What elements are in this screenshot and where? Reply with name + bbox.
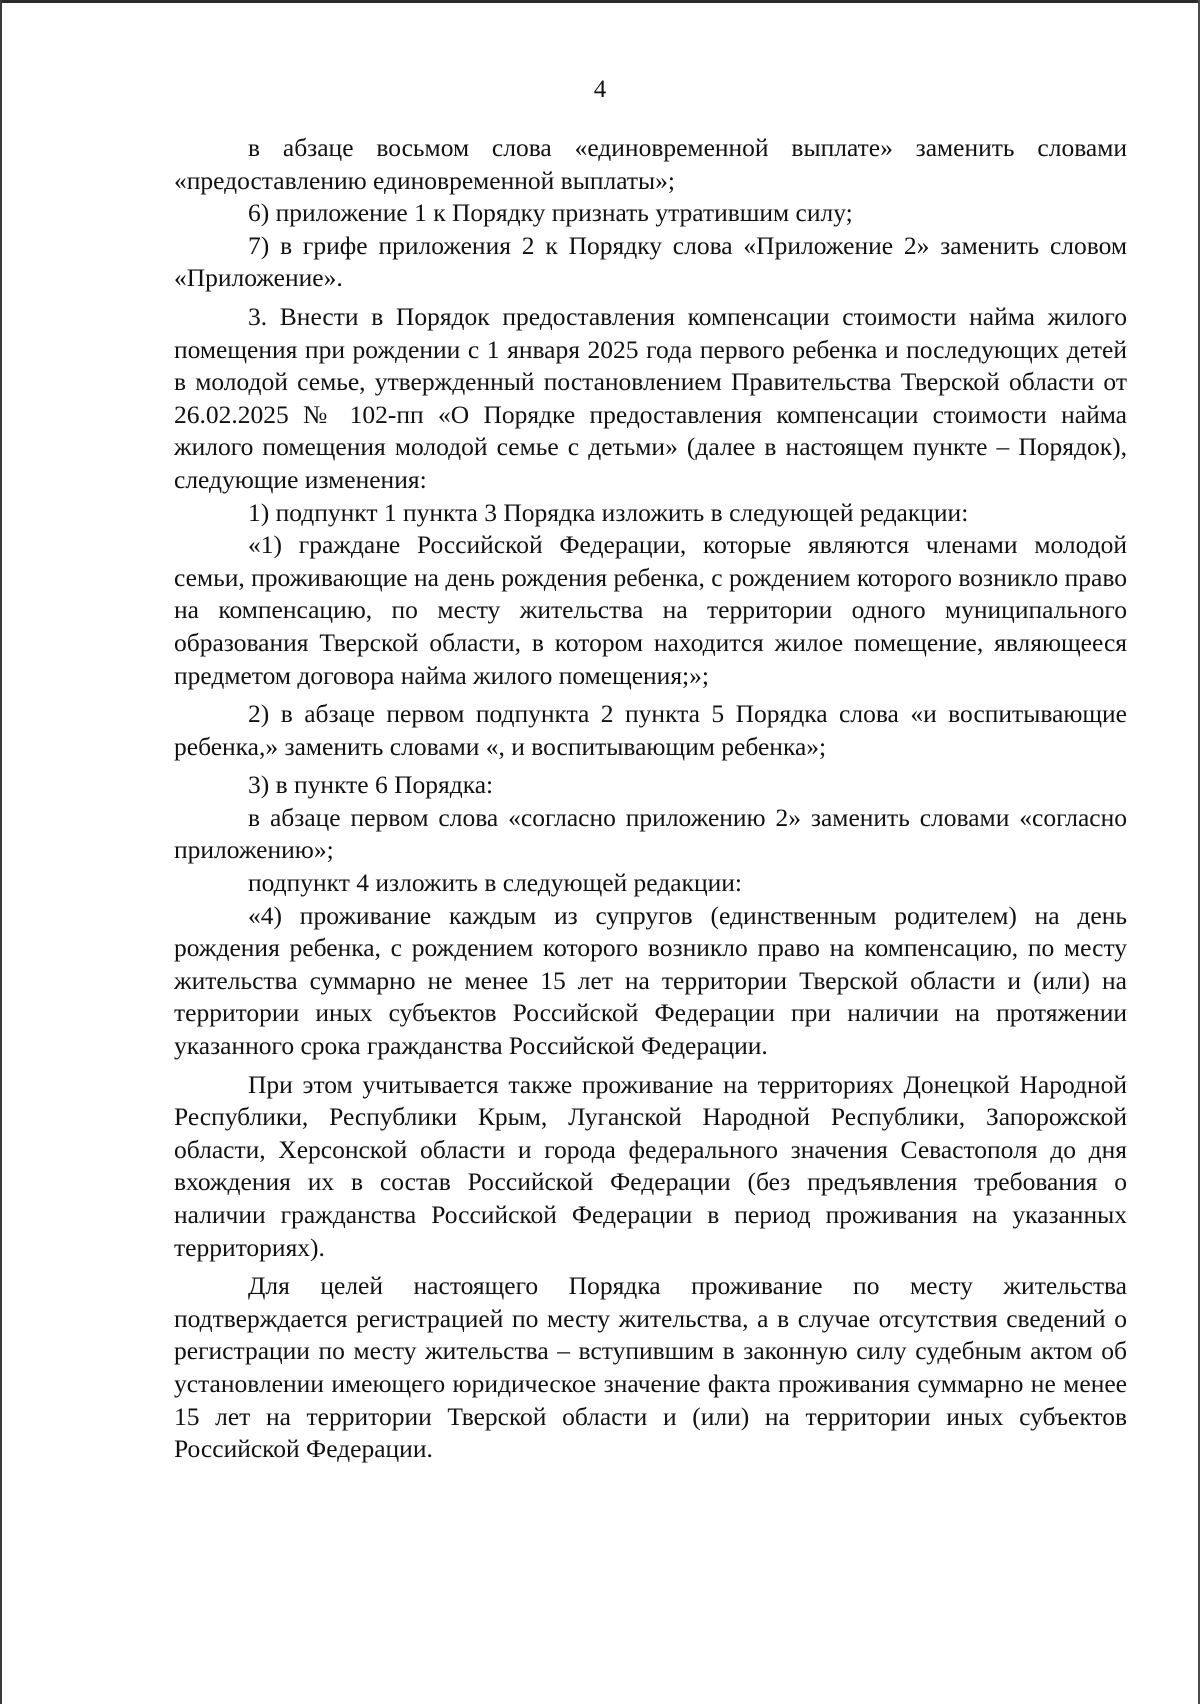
paragraph: При этом учитывается также проживание на территориях Донецкой Народной Республики, Республики Крым, Луганской Народной Республики, Запорожской области, Херсонской области и города федерального значения Севастополя до дня вхождения их в состав Российской Федерации (без предъявления требования о наличии гражданства Российской Федерации в период проживания на указанных территориях). [174,1069,1127,1262]
paragraph: в абзаце первом слова «согласно приложению 2» заменить словами «согласно приложению»; [174,802,1127,865]
paragraph: «1) граждане Российской Федерации, которые являются членами молодой семьи, проживающие на день рождения ребенка, с рождением которого возникло право на компенсацию, по месту жительства на территории одного муниципального образования Тверской области, в котором находится жилое помещение, являющееся предметом договора найма жилого помещения;»; [174,530,1127,690]
paragraph: «4) проживание каждым из супругов (единственным родителем) на день рождения ребенка, с рождением которого возникло право на компенсацию, по месту жительства суммарно не менее 15 лет на территории Тверской области и (или) на территории иных субъектов Российской Федерации при наличии на протяжении указанного срока гражданства Российской Федерации. [174,900,1127,1061]
paragraph: 3) в пункте 6 Порядка: [248,770,494,800]
paragraph: 1) подпункт 1 пункта 3 Порядка изложить в следующей редакции: [248,497,969,527]
paragraph: 7) в грифе приложения 2 к Порядку слова «Приложение 2» заменить словом «Приложение». [174,230,1127,293]
paragraph: в абзаце восьмом слова «единовременной выплате» заменить словами «предоставлению единовременной выплаты»; [174,133,1127,195]
paragraph: 3. Внести в Порядок предоставления компенсации стоимости найма жилого помещения при рождении с 1 января 2025 года первого ребенка и последующих детей в молодой семье, утвержденный постановлением Правительства Тверской области от 26.02.2025 № 102-пп «О Порядке предоставления компенсации стоимости найма жилого помещения молодой семье с детьми» (далее в настоящем пункте – Порядок), следующие изменения: [174,301,1127,494]
document-body [174,132,1127,1466]
paragraph: 2) в абзаце первом подпункта 2 пункта 5 Порядка слова «и воспитывающие ребенка,» заменить словами «, и воспитывающим ребенка»; [174,699,1127,761]
scan-edge-top [0,0,1200,3]
scan-edge-left [0,0,2,1704]
paragraph: 6) приложение 1 к Порядку признать утратившим силу; [248,198,853,228]
paragraph: Для целей настоящего Порядка проживание по месту жительства подтверждается регистрацией по месту жительства, а в случае отсутствия сведений о регистрации по месту жительства – вступившим в законную силу судебным актом об установлении имеющего юридическое значение факта проживания суммарно не менее 15 лет на территории Тверской области и (или) на территории иных субъектов Российской Федерации. [174,1271,1127,1464]
paragraph: подпункт 4 изложить в следующей редакции: [248,868,742,898]
page-number: 4 [593,76,607,103]
